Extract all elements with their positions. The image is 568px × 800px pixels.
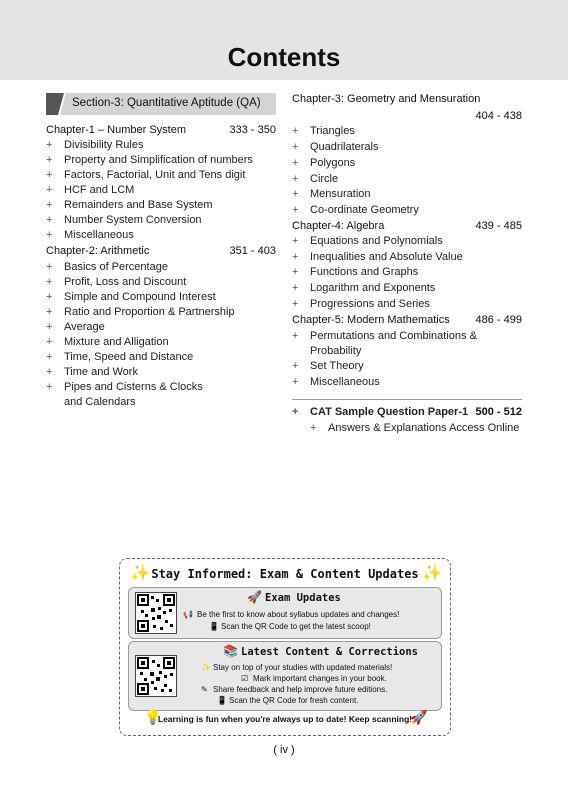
chapter-title: Chapter-2: Arithmetic xyxy=(46,245,150,257)
qr-code[interactable] xyxy=(135,655,177,697)
chapter-pages: 486 - 499 xyxy=(475,314,522,326)
rocket-icon: 🚀 xyxy=(410,709,428,725)
sparkle-icon: ✨ xyxy=(422,565,442,582)
chapter-title: Chapter-1 – Number System xyxy=(46,124,186,136)
panel-text: Be the first to know about syllabus updates and changes! xyxy=(197,610,400,619)
section-title: Section-3: Quantitative Aptitude (QA) xyxy=(72,97,261,109)
box-footer: Learning is fun when you're always up to date! Keep scanning! xyxy=(157,714,413,724)
panel-text: Scan the QR Code to get the latest scoop! xyxy=(221,622,371,631)
sparkle-icon: ✨ xyxy=(130,565,150,582)
phone-icon: 📱 xyxy=(209,622,219,631)
page-title: Contents xyxy=(227,42,341,72)
exam-updates-panel xyxy=(128,587,442,639)
chapter-pages: 351 - 403 xyxy=(229,245,276,257)
panel-title: Latest Content & Corrections xyxy=(241,646,419,658)
lightbulb-icon: 💡 xyxy=(144,709,162,725)
updates-box xyxy=(119,558,451,736)
chapter-pages: 404 - 438 xyxy=(475,110,522,122)
pencil-icon: ✎ xyxy=(201,685,208,694)
box-title: Stay Informed: Exam & Content Updates xyxy=(151,567,419,581)
divider xyxy=(292,399,522,400)
sparkle-icon: ✨ xyxy=(201,663,211,672)
books-icon: 📚 xyxy=(223,644,238,658)
panel-text: Share feedback and help improve future editions. xyxy=(213,685,388,694)
latest-content-panel xyxy=(128,641,442,711)
panel-text: Scan the QR Code for fresh content. xyxy=(229,696,359,705)
sample-paper-pages: 500 - 512 xyxy=(475,406,522,418)
chapter-title: Chapter-4: Algebra xyxy=(292,220,385,232)
panel-text: Stay on top of your studies with updated materials! xyxy=(213,663,393,672)
checkbox-icon: ☑ xyxy=(241,674,249,683)
phone-icon: 📱 xyxy=(217,696,227,705)
megaphone-icon: 📢 xyxy=(183,610,193,619)
page-number: ( iv ) xyxy=(273,744,295,756)
chapter-title: Chapter-3: Geometry and Mensuration xyxy=(292,93,481,105)
chapter-title: Chapter-5: Modern Mathematics xyxy=(292,314,450,326)
chapter-pages: 333 - 350 xyxy=(229,124,276,136)
qr-code[interactable] xyxy=(135,592,177,634)
rocket-icon: 🚀 xyxy=(247,590,262,604)
panel-text: Mark important changes in your book. xyxy=(253,674,387,683)
chapter-pages: 439 - 485 xyxy=(475,220,522,232)
section-banner xyxy=(46,93,276,115)
panel-title: Exam Updates xyxy=(265,592,341,604)
